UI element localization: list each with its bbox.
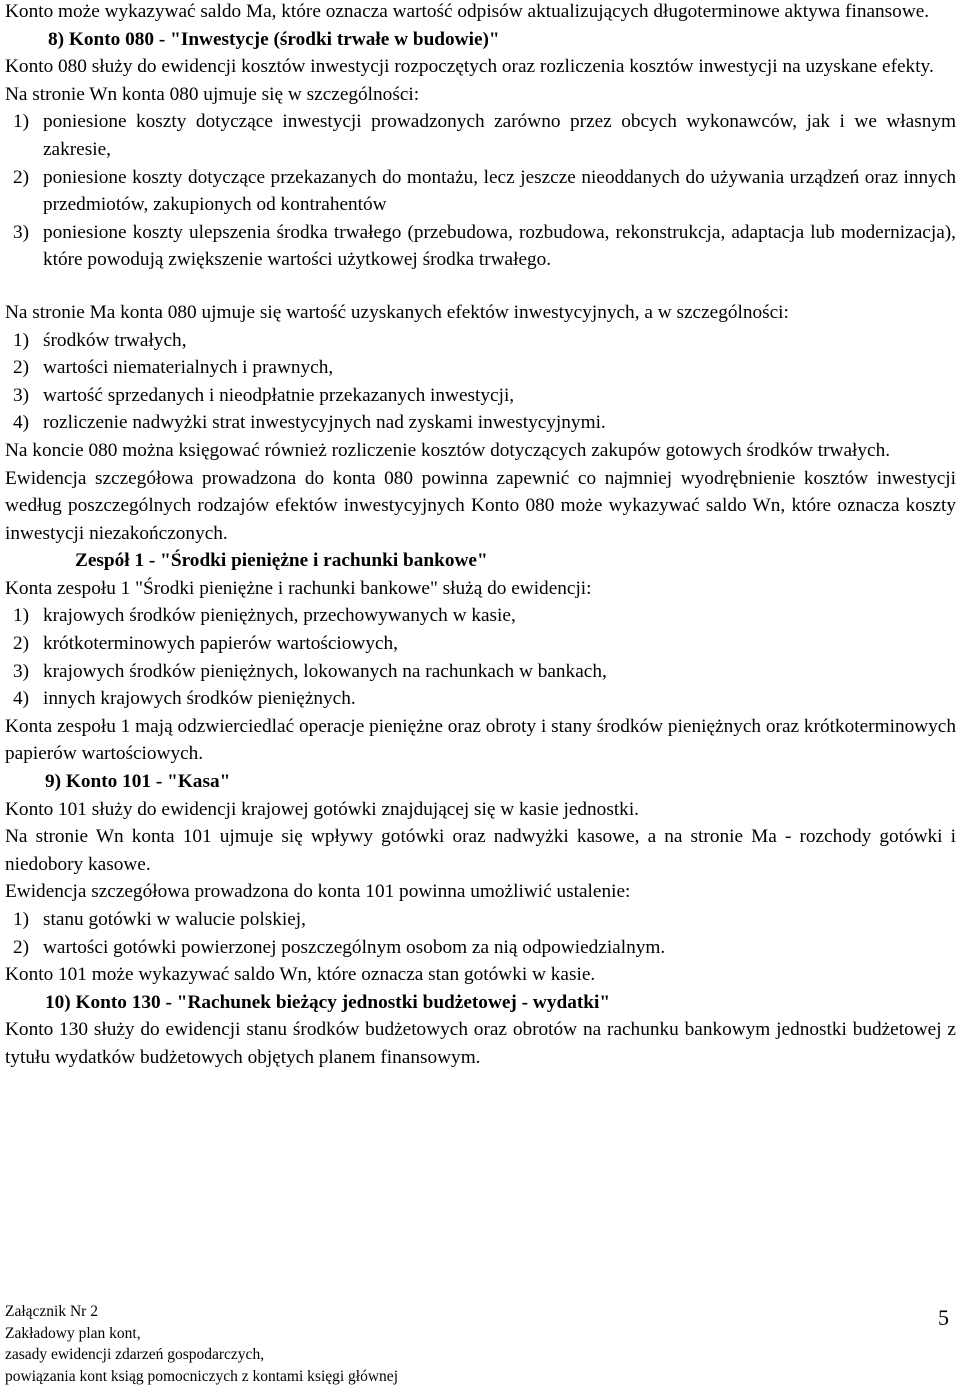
list-number: 3) — [13, 384, 30, 406]
paragraph: Ewidencja szczegółowa prowadzona do konta 101 powinna umożliwić ustalenie: — [5, 881, 631, 903]
list-number: 1) — [13, 329, 30, 351]
paragraph: Konto 101 może wykazywać saldo Wn, które oznacza stan gotówki w kasie. — [5, 964, 596, 986]
paragraph: Konto 130 służy do ewidencji stanu środków budżetowych oraz obrotów na rachunku bankowym jednostki budżetowej z tytułu wydatków budżetowych objętych planem finansowym. — [5, 1019, 956, 1068]
list-number: 3) — [13, 221, 30, 243]
footer-line: powiązania kont ksiąg pomocniczych z kontami księgi głównej — [5, 1367, 398, 1385]
paragraph: Na stronie Ma konta 080 ujmuje się wartość uzyskanych efektów inwestycyjnych, a w szczególności: — [5, 301, 789, 323]
list-item — [5, 164, 956, 219]
page-footer — [5, 1301, 398, 1387]
list-item — [5, 108, 956, 163]
footer-line: Zakładowy plan kont, — [5, 1324, 141, 1342]
list-text: stanu gotówki w walucie polskiej, — [43, 909, 306, 930]
list-item — [5, 219, 956, 274]
list-number: 2) — [13, 633, 30, 655]
list-number: 1) — [13, 111, 30, 133]
section-heading-konto-101: 9) Konto 101 - "Kasa" — [45, 771, 231, 793]
paragraph: Konto 080 służy do ewidencji kosztów inwestycji rozpoczętych oraz rozliczenia kosztów inwestycji na uzyskane efekty. — [5, 56, 934, 78]
list-number: 2) — [13, 936, 30, 958]
paragraph: Na koncie 080 można księgować również rozliczenie kosztów dotyczących zakupów gotowych środków trwałych. — [5, 439, 891, 461]
paragraph: Na stronie Wn konta 080 ujmuje się w szczególności: — [5, 83, 420, 105]
paragraph: Konto 101 służy do ewidencji krajowej gotówki znajdującej się w kasie jednostki. — [5, 798, 639, 820]
list-item — [5, 630, 956, 658]
footer-line: Załącznik Nr 2 — [5, 1303, 98, 1320]
list-item — [5, 327, 956, 355]
list-text: wartość sprzedanych i nieodpłatnie przekazanych inwestycji, — [43, 384, 515, 406]
list-text: rozliczenie nadwyżki strat inwestycyjnych nad zyskami inwestycyjnymi. — [43, 412, 606, 434]
list-number: 4) — [13, 412, 30, 434]
list-item — [5, 658, 956, 686]
spacer — [5, 274, 956, 299]
list-text: wartości niematerialnych i prawnych, — [43, 357, 334, 379]
list-zespol-1 — [5, 602, 956, 712]
list-ma-080 — [5, 327, 956, 437]
list-text: krajowych środków pieniężnych, lokowanych na rachunkach w bankach, — [43, 660, 607, 682]
section-heading-zespol-1: Zespół 1 - "Środki pieniężne i rachunki bankowe" — [75, 550, 488, 572]
list-text: środków trwałych, — [43, 329, 187, 351]
list-text: innych krajowych środków pieniężnych. — [43, 688, 356, 710]
list-text: poniesione koszty dotyczące inwestycji prowadzonych zarówno przez obcych wykonawców, jak i we własnym zakresie, — [43, 111, 956, 160]
paragraph: Ewidencja szczegółowa prowadzona do konta 080 powinna zapewnić co najmniej wyodrębnienie kosztów inwestycji według poszczególnych rodzajów efektów inwestycyjnych Konto 080 może wykazywać saldo Wn, które oznacza koszty inwestycji niezakończonych. — [5, 467, 956, 544]
section-heading-konto-080: 8) Konto 080 - "Inwestycje (środki trwałe w budowie)" — [48, 28, 500, 50]
document-body — [5, 0, 956, 1072]
paragraph: Konta zespołu 1 mają odzwierciedlać operacje pieniężne oraz obroty i stany środków pieniężnych oraz krótkoterminowych papierów wartościowych. — [5, 715, 956, 765]
list-number: 4) — [13, 688, 30, 710]
list-number: 2) — [13, 166, 30, 188]
list-item — [5, 906, 956, 934]
list-number: 1) — [13, 909, 30, 930]
list-item — [5, 354, 956, 382]
section-heading-konto-130: 10) Konto 130 - "Rachunek bieżący jednostki budżetowej - wydatki" — [45, 991, 611, 1013]
list-item — [5, 409, 956, 437]
list-number: 2) — [13, 357, 30, 379]
paragraph: Konto może wykazywać saldo Ma, które oznacza wartość odpisów aktualizujących długoterminowe aktywa finansowe. — [5, 1, 930, 22]
list-item — [5, 602, 956, 630]
list-text: poniesione koszty dotyczące przekazanych do montażu, lecz jeszcze nieoddanych do używania urządzeń oraz innych przedmiotów, zakupionych od kontrahentów — [43, 166, 956, 216]
list-wn-080 — [5, 108, 956, 274]
list-item — [5, 934, 956, 962]
paragraph: Na stronie Wn konta 101 ujmuje się wpływy gotówki oraz nadwyżki kasowe, a na stronie Ma - rozchody gotówki i niedobory kasowe. — [5, 826, 956, 875]
list-item — [5, 685, 956, 713]
list-text: krótkoterminowych papierów wartościowych, — [43, 633, 398, 655]
list-item — [5, 382, 956, 410]
footer-line: zasady ewidencji zdarzeń gospodarczych, — [5, 1346, 265, 1363]
list-text: poniesione koszty ulepszenia środka trwałego (przebudowa, rozbudowa, rekonstrukcja, adaptacja lub modernizacja), które powodują zwiększenie wartości użytkowej środka trwałego. — [43, 221, 956, 271]
list-number: 3) — [13, 660, 30, 682]
page-number: 5 — [938, 1305, 949, 1330]
paragraph: Konta zespołu 1 "Środki pieniężne i rachunki bankowe" służą do ewidencji: — [5, 577, 592, 599]
list-number: 1) — [13, 605, 30, 627]
list-text: wartości gotówki powierzonej poszczególnym osobom za nią odpowiedzialnym. — [43, 936, 666, 958]
list-konto-101 — [5, 906, 956, 961]
list-text: krajowych środków pieniężnych, przechowywanych w kasie, — [43, 605, 516, 627]
